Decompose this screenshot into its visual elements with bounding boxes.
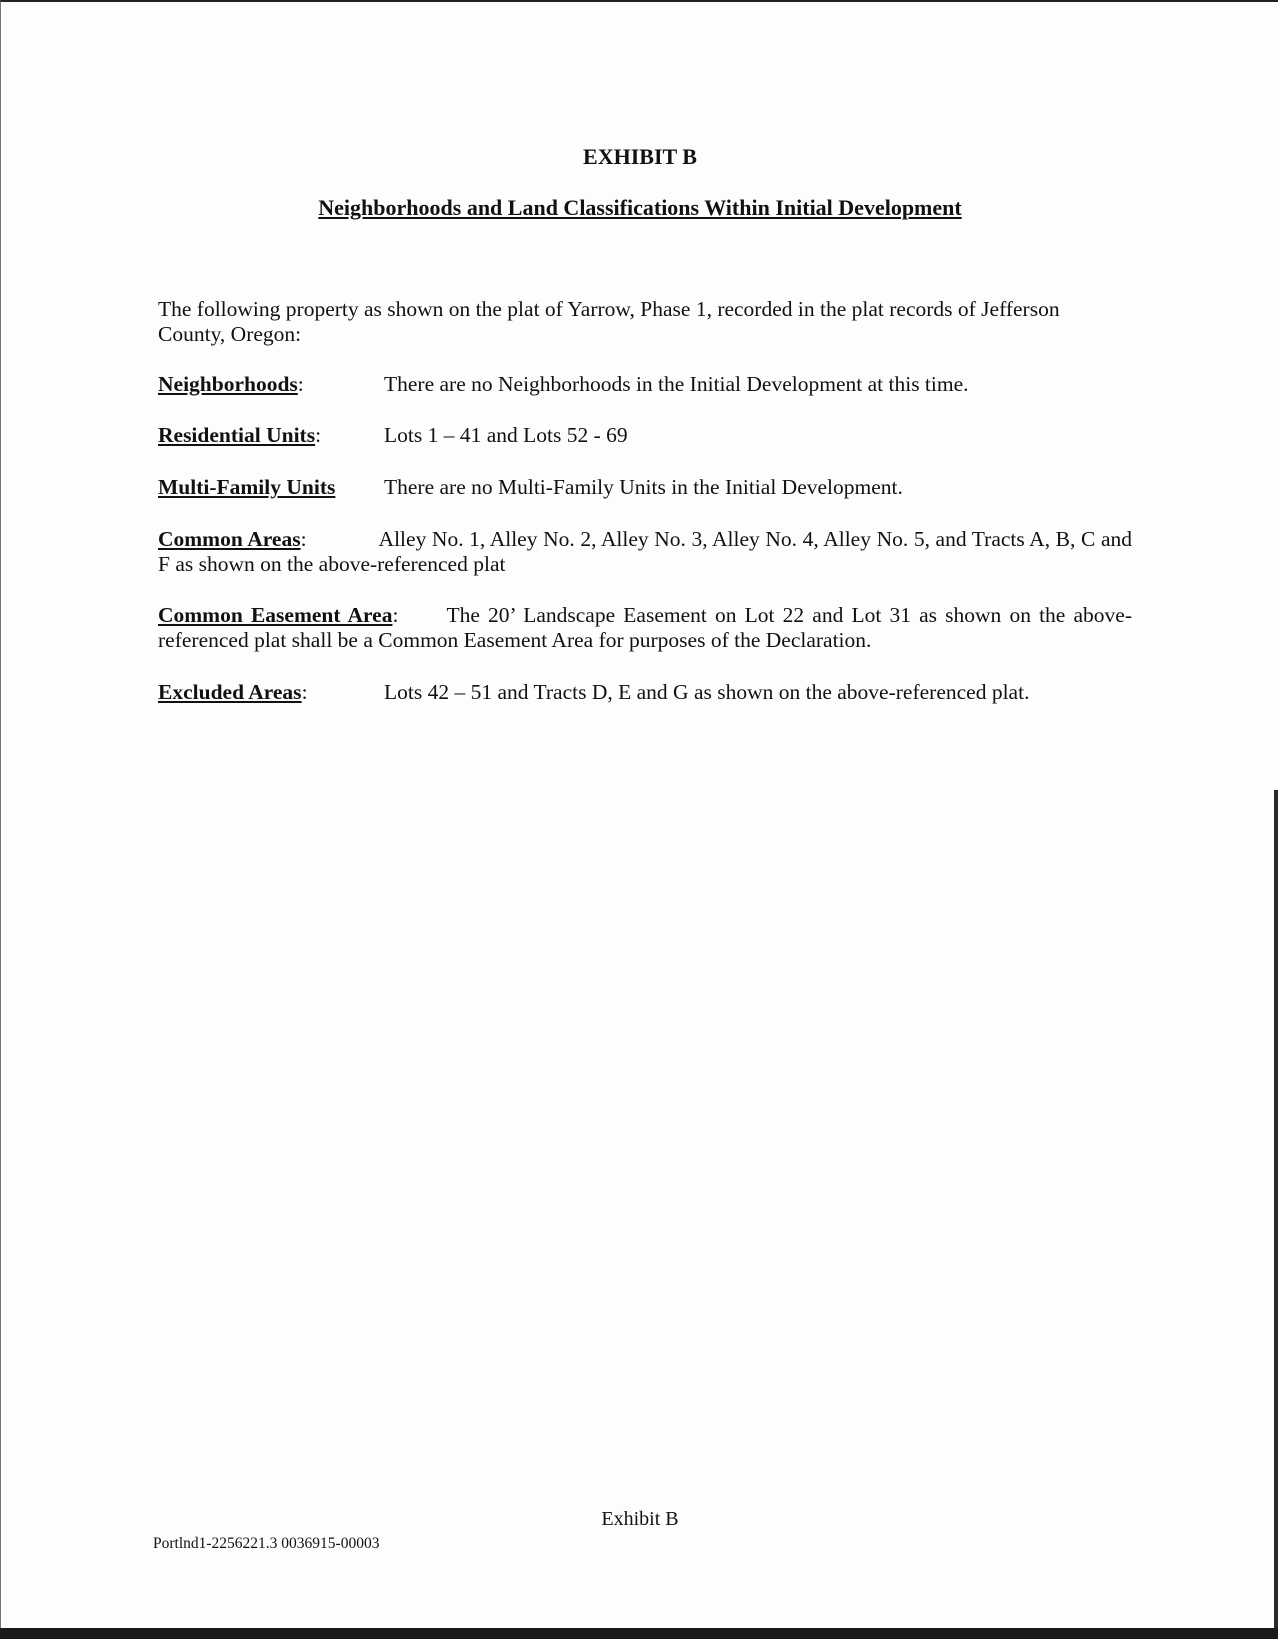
entry-label: Residential Units — [158, 423, 316, 447]
entry-label-suffix: : — [301, 680, 308, 704]
entry-common-easement-area — [158, 603, 1132, 653]
entry-multi-family-units — [158, 475, 1132, 500]
entry-label: Multi-Family Units — [158, 475, 336, 499]
entry-text: There are no Neighborhoods in the Initial Development at this time. — [384, 372, 969, 396]
entry-label-suffix: : — [297, 372, 304, 396]
entry-excluded-areas — [158, 680, 1132, 705]
entry-text: Lots 42 – 51 and Tracts D, E and G as shown on the above-referenced plat. — [384, 680, 1030, 704]
intro-paragraph: The following property as shown on the plat of Yarrow, Phase 1, recorded in the plat records of Jefferson County, Oregon: — [158, 297, 1060, 346]
entry-label: Excluded Areas — [158, 680, 302, 704]
footer-document-id: Portlnd1-2256221.3 0036915-00003 — [153, 1535, 380, 1552]
entry-label-suffix: : — [392, 603, 399, 627]
exhibit-title: EXHIBIT B — [583, 144, 697, 169]
scan-edge-right — [1274, 790, 1278, 1630]
entry-common-areas — [158, 527, 1132, 577]
entry-neighborhoods — [158, 372, 1132, 397]
footer-exhibit-label: Exhibit B — [601, 1508, 679, 1530]
entry-label: Common Areas — [158, 527, 301, 551]
entry-label-suffix: : — [300, 527, 307, 551]
entry-text: Alley No. 1, Alley No. 2, Alley No. 3, Alley No. 4, Alley No. 5, and Tracts A, B, C and F as shown on the above-referenced plat — [158, 527, 1132, 576]
entry-label-suffix: : — [315, 423, 322, 447]
entry-label: Common Easement Area — [158, 603, 393, 627]
entry-text: Lots 1 – 41 and Lots 52 - 69 — [384, 423, 628, 447]
entry-text: The 20’ Landscape Easement on Lot 22 and Lot 31 as shown on the above-referenced plat shall be a Common Easement Area for purposes of the Declaration. — [158, 603, 1132, 652]
entry-label: Neighborhoods — [158, 372, 298, 396]
entry-residential-units — [158, 423, 1132, 448]
entry-text: There are no Multi-Family Units in the Initial Development. — [384, 475, 903, 499]
scan-edge-bottom — [0, 1628, 1278, 1639]
exhibit-subtitle: Neighborhoods and Land Classifications Within Initial Development — [318, 195, 962, 220]
